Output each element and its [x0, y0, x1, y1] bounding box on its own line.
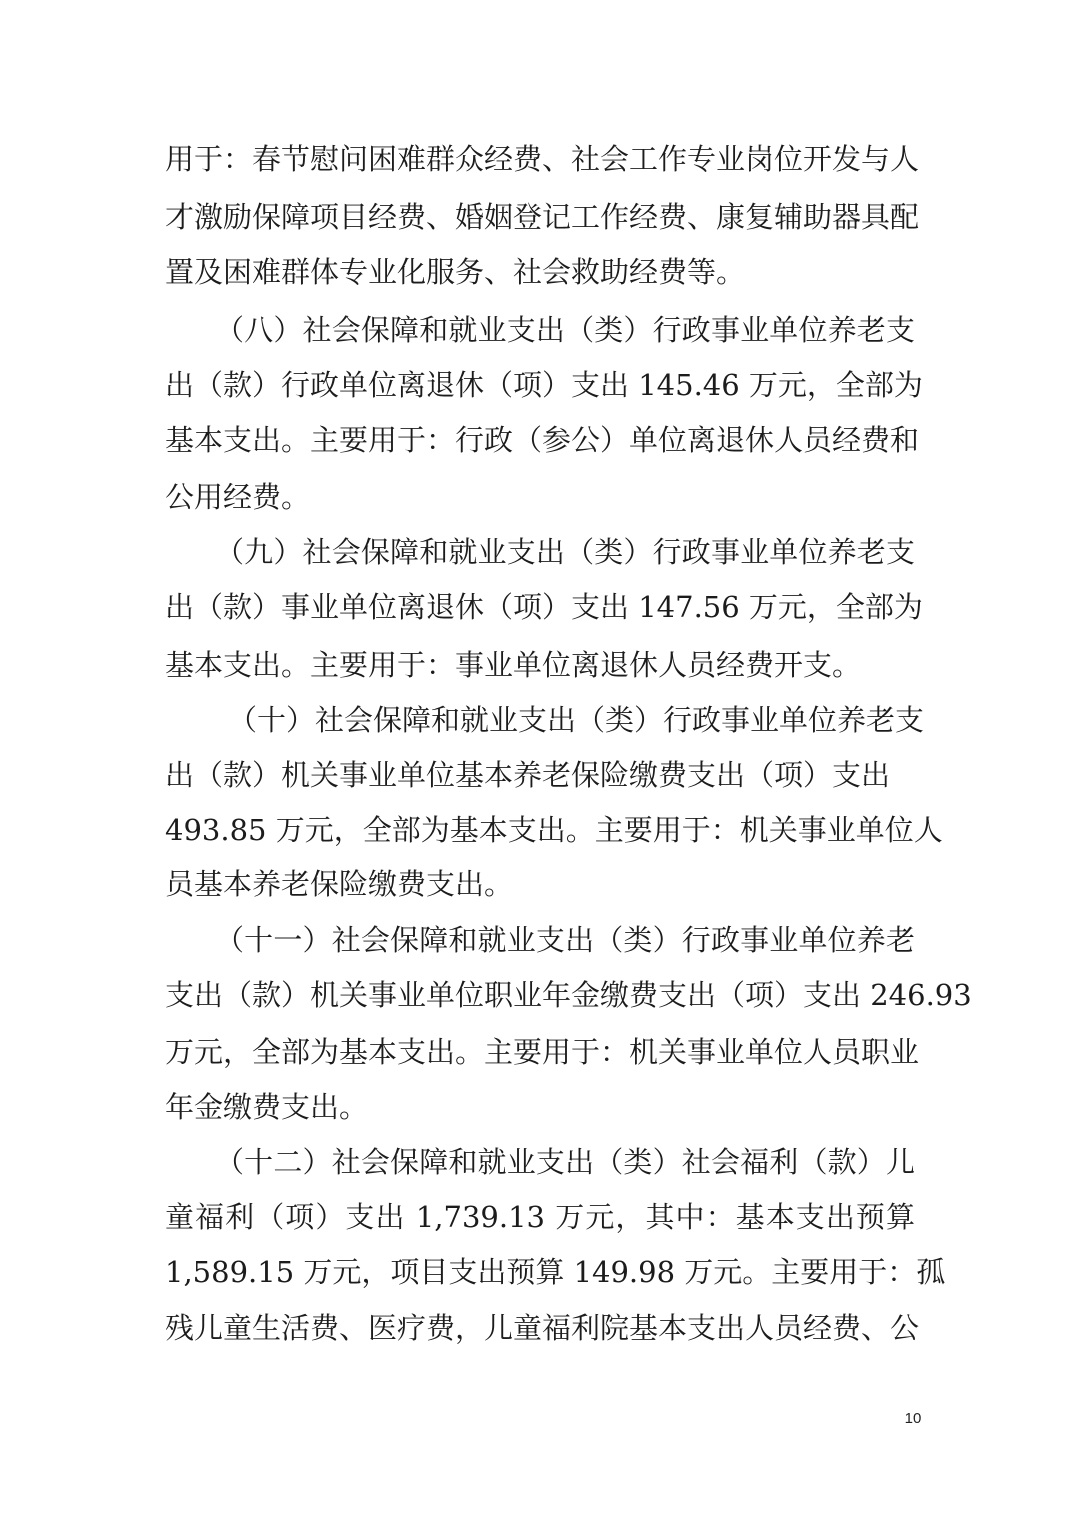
paragraph-heading-8: （八）社会保障和就业支出（类）行政事业单位养老支: [215, 313, 915, 347]
text-line: 出（款）机关事业单位基本养老保险缴费支出（项）支出: [165, 758, 891, 792]
paragraph-heading-10: （十）社会保障和就业支出（类）行政事业单位养老支: [228, 703, 925, 737]
text-line: 1,589.15 万元，项目支出预算 149.98 万元。主要用于：孤: [165, 1255, 946, 1289]
text-line: 493.85 万元，全部为基本支出。主要用于：机关事业单位人: [165, 813, 943, 847]
text-line: 支出（款）机关事业单位职业年金缴费支出（项）支出 246.93: [165, 978, 972, 1012]
text-line: 出（款）事业单位离退休（项）支出 147.56 万元，全部为: [165, 590, 923, 624]
text-line: 公用经费。: [165, 480, 311, 514]
text-line: 用于：春节慰问困难群众经费、社会工作专业岗位开发与人: [165, 142, 920, 176]
text-line: 员基本养老保险缴费支出。: [165, 867, 514, 901]
text-line: 才激励保障项目经费、婚姻登记工作经费、康复辅助器具配: [165, 200, 920, 234]
paragraph-heading-11: （十一）社会保障和就业支出（类）行政事业单位养老: [215, 923, 915, 957]
paragraph-heading-12: （十二）社会保障和就业支出（类）社会福利（款）儿: [215, 1145, 915, 1179]
text-line: 基本支出。主要用于：行政（参公）单位离退休人员经费和: [165, 423, 920, 457]
text-line: 残儿童生活费、医疗费，儿童福利院基本支出人员经费、公: [165, 1311, 920, 1345]
text-line: 年金缴费支出。: [165, 1090, 369, 1124]
text-line: 出（款）行政单位离退休（项）支出 145.46 万元，全部为: [165, 368, 923, 402]
page-number: 10: [904, 1410, 922, 1427]
text-line: 置及困难群体专业化服务、社会救助经费等。: [165, 255, 746, 289]
text-line: 基本支出。主要用于：事业单位离退休人员经费开支。: [165, 648, 862, 682]
paragraph-heading-9: （九）社会保障和就业支出（类）行政事业单位养老支: [215, 535, 915, 569]
text-line: 万元，全部为基本支出。主要用于：机关事业单位人员职业: [165, 1035, 920, 1069]
text-line: 童福利（项）支出 1,739.13 万元，其中：基本支出预算: [165, 1200, 915, 1234]
